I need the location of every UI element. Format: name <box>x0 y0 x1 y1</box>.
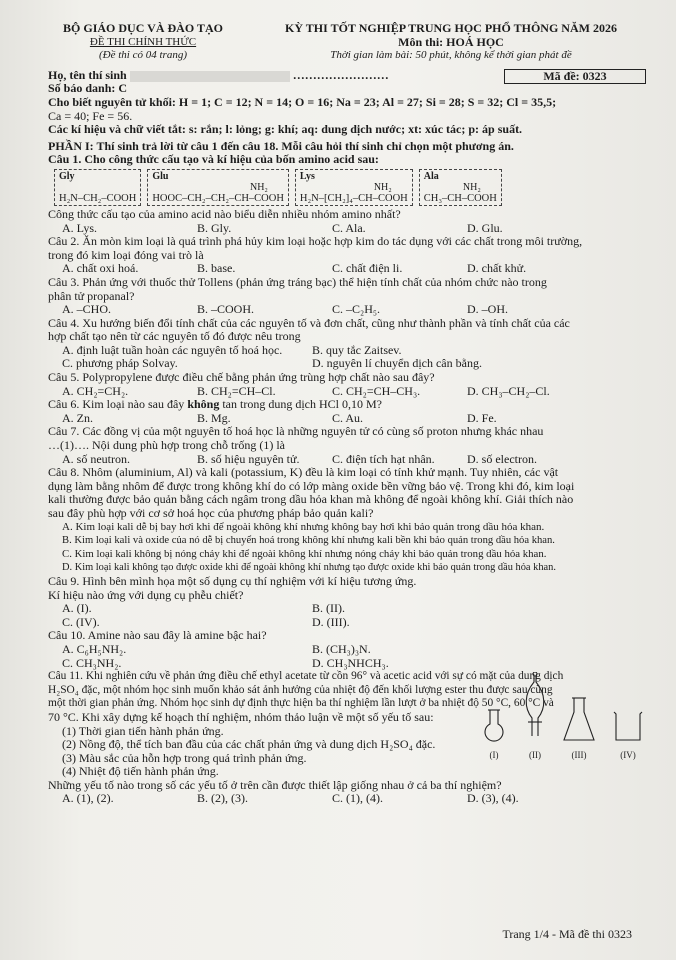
page-count: (Đề thi có 04 trang) <box>99 49 187 62</box>
q8-stem-2: dụng làm bằng nhôm để được trong không khí do có lớp màng oxide bền vững bảo vệ. Trong khi đó, kim loại <box>48 478 575 493</box>
round-flask-icon <box>485 710 503 741</box>
q10-option-a[interactable]: A. C₆H₅NH₂. <box>62 641 127 656</box>
q7-option-c[interactable]: C. điện tích hạt nhân. <box>332 451 435 466</box>
exam-code: Mã đề: 0323 <box>504 69 646 85</box>
q11-question: Những yếu tố nào trong số các yếu tố ở trên cần được thiết lập giống nhau ở cả ba thí nghiệm? <box>48 777 502 792</box>
part1-instructions: PHẦN I: Thí sinh trả lời từ câu 1 đến câu 18. Mỗi câu hỏi thí sinh chỉ chọn một phương án. <box>48 138 514 153</box>
q1-question: Công thức cấu tạo của amino acid nào biểu diễn nhiều nhóm amino nhất? <box>48 206 401 221</box>
q10-option-d[interactable]: D. CH₃NHCH₃. <box>312 655 389 670</box>
q2-option-d[interactable]: D. chất khử. <box>467 261 527 276</box>
q11-stem-2: H₂SO₄ đặc, một nhóm học sinh muốn khảo sát ảnh hưởng của nhiệt độ đến khối lượng ester thu được sau cùng <box>48 683 553 696</box>
question-1 <box>48 153 646 235</box>
q4-stem-2: hợp chất tạo nên từ các nguyên tố đó được nêu trong <box>48 329 301 344</box>
q2-stem-2: trong đó kim loại đóng vai trò là <box>48 247 204 262</box>
q6-option-d[interactable]: D. Fe. <box>467 410 497 425</box>
exam-title-block <box>256 22 646 63</box>
subject: Môn thi: HOÁ HỌC <box>398 34 504 49</box>
q1-options <box>48 222 646 236</box>
question-3 <box>48 276 646 317</box>
q1-option-c[interactable]: C. Ala. <box>332 220 366 235</box>
beaker-icon <box>614 712 642 740</box>
q4-option-b[interactable]: B. quy tắc Zaitsev. <box>312 342 402 357</box>
question-10 <box>48 629 646 670</box>
q10-stem: Câu 10. Amine nào sau đây là amine bậc hai? <box>48 628 267 643</box>
redacted-name <box>130 71 290 82</box>
q1-option-d[interactable]: D. Glu. <box>467 220 503 235</box>
q6-option-b[interactable]: B. Mg. <box>197 410 231 425</box>
q6-option-a[interactable]: A. Zn. <box>62 410 93 425</box>
q2-stem: Câu 2. Ăn mòn kim loại là quá trình phá hủy kim loại hoặc hợp kim do tác dụng với các chất trong môi trường, <box>48 234 583 249</box>
page-footer: Trang 1/4 - Mã đề thi 0323 <box>502 927 632 942</box>
q7-stem-2: …(1)…. Nội dung phù hợp trong chỗ trống (1) là <box>48 438 285 453</box>
q1-stem: Câu 1. Cho công thức cấu tạo và kí hiệu của bốn amino acid sau: <box>48 152 379 167</box>
q6-stem: Câu 6. Kim loại nào sau đây không tan trong dung dịch HCl 0,10 M? <box>48 397 382 412</box>
q11-option-b[interactable]: B. (2), (3). <box>197 791 248 806</box>
q11-stem-4: 70 °C. Khi xây dựng kế hoạch thí nghiệm, nhóm thảo luận về một số yếu tố sau: <box>48 709 434 724</box>
q9-option-a[interactable]: A. (I). <box>62 601 92 616</box>
question-5 <box>48 371 646 398</box>
q4-stem: Câu 4. Xu hướng biến đổi tính chất của các nguyên tố và đơn chất, cũng như thành phần và tính chất của các <box>48 315 570 330</box>
candidate-info: Mã đề: 0323 Họ, tên thí sinh …………………… Số báo danh: C <box>48 69 646 96</box>
official-label: ĐỀ THI CHÍNH THỨC <box>89 35 197 48</box>
q5-option-d[interactable]: D. CH₃–CH₂–Cl. <box>467 383 550 398</box>
id-label: Số báo danh: C <box>48 81 128 96</box>
exam-title: KỲ THI TỐT NGHIỆP TRUNG HỌC PHỔ THÔNG NĂM 2026 <box>285 21 617 35</box>
amino-acid-ala: Ala NH₂ CH₃–CH–COOH <box>419 169 502 206</box>
name-label: Họ, tên thí sinh <box>48 67 127 82</box>
q1-option-a[interactable]: A. Lys. <box>62 220 98 235</box>
q5-option-c[interactable]: C. CH₂=CH–CH₃. <box>332 383 421 398</box>
q11-option-d[interactable]: D. (3), (4). <box>467 791 519 806</box>
q9-option-d[interactable]: D. (III). <box>312 614 350 629</box>
q2-option-c[interactable]: C. chất điện li. <box>332 261 403 276</box>
q8-option-a[interactable]: A. Kim loại kali dễ bị bay hơi khi để ngoài không khí nhưng không bay hơi khi bảo quản trong dầu hỏa khan. <box>62 520 545 533</box>
lab-apparatus-figure <box>480 672 650 762</box>
q7-option-a[interactable]: A. số neutron. <box>62 451 130 466</box>
q3-option-d[interactable]: D. –OH. <box>467 302 508 317</box>
q5-option-a[interactable]: A. CH₂=CH₂. <box>62 383 129 398</box>
q8-option-b[interactable]: B. Kim loại kali và oxide của nó dễ bị chuyển hoá trong không khí nhưng kali bền khi bảo quản trong dầu hỏa khan. <box>62 535 555 547</box>
q11-option-c[interactable]: C. (1), (4). <box>332 791 383 806</box>
exam-header <box>48 22 646 63</box>
q10-option-b[interactable]: B. (CH₃)₃N. <box>312 641 371 656</box>
ministry-block <box>48 22 238 63</box>
atomic-mass-2: Ca = 40; Fe = 56. <box>48 108 133 123</box>
q2-option-a[interactable]: A. chất oxi hoá. <box>62 261 139 276</box>
q3-option-a[interactable]: A. –CHO. <box>62 302 112 317</box>
q11-factor-4: (4) Nhiệt độ tiến hành phản ứng. <box>62 764 219 779</box>
q7-stem: Câu 7. Các đồng vị của một nguyên tố hoá học là những nguyên tử có cùng số proton nhưng khác nhau <box>48 424 544 439</box>
q9-stem-2: Kí hiệu nào ứng với dụng cụ phễu chiết? <box>48 587 244 602</box>
q6-option-c[interactable]: C. Au. <box>332 410 364 425</box>
q4-option-d[interactable]: D. nguyên lí chuyển dịch cân bằng. <box>312 356 482 371</box>
q11-stem-3: một thời gian phản ứng. Nhóm học sinh dự định thực hiện ba thí nghiệm lần lượt ở ba nhiệt độ 50 °C, 60 °C và <box>48 697 554 710</box>
q3-stem: Câu 3. Phản ứng với thuốc thử Tollens (phản ứng tráng bạc) thể hiện tính chất của nhóm chức nào trong <box>48 274 547 289</box>
q8-stem: Câu 8. Nhôm (aluminium, Al) và kali (potassium, K) đều là kim loại có tính khử mạnh. Tuy nhiên, các vật <box>48 465 559 480</box>
q8-stem-4: sau đây phù hợp với cơ sở hoá học của phương pháp bảo quản kali? <box>48 506 374 520</box>
label-I: (I) <box>489 750 499 760</box>
q7-option-d[interactable]: D. số electron. <box>467 451 537 466</box>
q4-option-c[interactable]: C. phương pháp Solvay. <box>62 356 178 371</box>
q11-factor-1: (1) Thời gian tiến hành phản ứng. <box>62 723 224 738</box>
symbols-legend: Các kí hiệu và chữ viết tắt: s: rắn; l: lỏng; g: khí; aq: dung dịch nước; xt: xúc tác; p: áp suất. <box>48 122 523 137</box>
q8-option-d[interactable]: D. Kim loại kali không tạo được oxide khi để ngoài không khí nhưng tạo được oxide khi bảo quản trong dầu hỏa khan. <box>62 562 556 574</box>
q8-option-c[interactable]: C. Kim loại kali không bị nóng chảy khi để ngoài không khí nhưng nóng chảy khi bảo quản trong dầu hỏa khan. <box>62 547 547 560</box>
q9-option-c[interactable]: C. (IV). <box>62 614 100 629</box>
label-IV: (IV) <box>620 750 636 760</box>
label-III: (III) <box>571 750 587 760</box>
label-II: (II) <box>529 750 541 760</box>
question-9 <box>48 575 646 629</box>
atomic-mass: Cho biết nguyên tử khối: H = 1; C = 12; N = 14; O = 16; Na = 23; Al = 27; Si = 28; S = 32; Cl = 35,5; <box>48 94 557 109</box>
question-8 <box>48 466 646 575</box>
amino-acid-lys: Lys NH₂ H₂N–[CH₂]₄–CH–COOH <box>295 169 413 206</box>
q11-option-a[interactable]: A. (1), (2). <box>62 791 114 806</box>
conical-flask-icon <box>564 698 594 740</box>
q9-stem: Câu 9. Hình bên mình họa một số dụng cụ thí nghiệm với kí hiệu tương ứng. <box>48 573 417 588</box>
q4-option-a[interactable]: A. định luật tuần hoàn các nguyên tố hoá học. <box>62 342 283 357</box>
q3-stem-2: phân tử propanal? <box>48 288 135 303</box>
q9-option-b[interactable]: B. (II). <box>312 601 345 616</box>
separatory-funnel-icon <box>526 672 544 736</box>
q11-factor-3: (3) Màu sắc của hỗn hợp trong quá trình phản ứng. <box>62 750 307 765</box>
q10-option-c[interactable]: C. CH₃NH₂. <box>62 655 122 670</box>
ministry-name: BỘ GIÁO DỤC VÀ ĐÀO TẠO <box>63 21 223 35</box>
q3-option-b[interactable]: B. –COOH. <box>197 302 255 317</box>
question-7 <box>48 425 646 466</box>
question-2 <box>48 235 646 276</box>
q2-option-b[interactable]: B. base. <box>197 261 236 276</box>
q5-stem: Câu 5. Polypropylene được điều chế bằng phản ứng trùng hợp chất nào sau đây? <box>48 370 435 385</box>
time-limit: Thời gian làm bài: 50 phút, không kể thời gian phát đề <box>330 49 572 62</box>
q7-option-b[interactable]: B. số hiệu nguyên tử. <box>197 451 300 466</box>
q3-option-c[interactable]: C. –C₂H₅. <box>332 302 381 317</box>
q11-factor-2: (2) Nồng độ, thể tích ban đầu của các chất phản ứng và dung dịch H₂SO₄ đặc. <box>62 737 436 752</box>
amino-acid-gly: Gly H₂N–CH₂–COOH <box>54 169 141 206</box>
q8-stem-3: kali thường được bảo quản bằng cách ngâm trong dầu hỏa khan mà không để ngoài không khí. Giải thích nào <box>48 492 574 507</box>
amino-acid-table <box>54 169 646 206</box>
question-4 <box>48 317 646 371</box>
q5-option-b[interactable]: B. CH₂=CH–Cl. <box>197 383 276 398</box>
q11-stem: Câu 11. Khi nghiên cứu về phản ứng điều chế ethyl acetate từ cồn 96° và acetic acid với sự có mặt của dung dịch <box>48 670 564 683</box>
q1-option-b[interactable]: B. Gly. <box>197 220 232 235</box>
question-6 <box>48 398 646 425</box>
amino-acid-glu: Glu NH₂ HOOC–CH₂–CH₂–CH–COOH <box>147 169 289 206</box>
